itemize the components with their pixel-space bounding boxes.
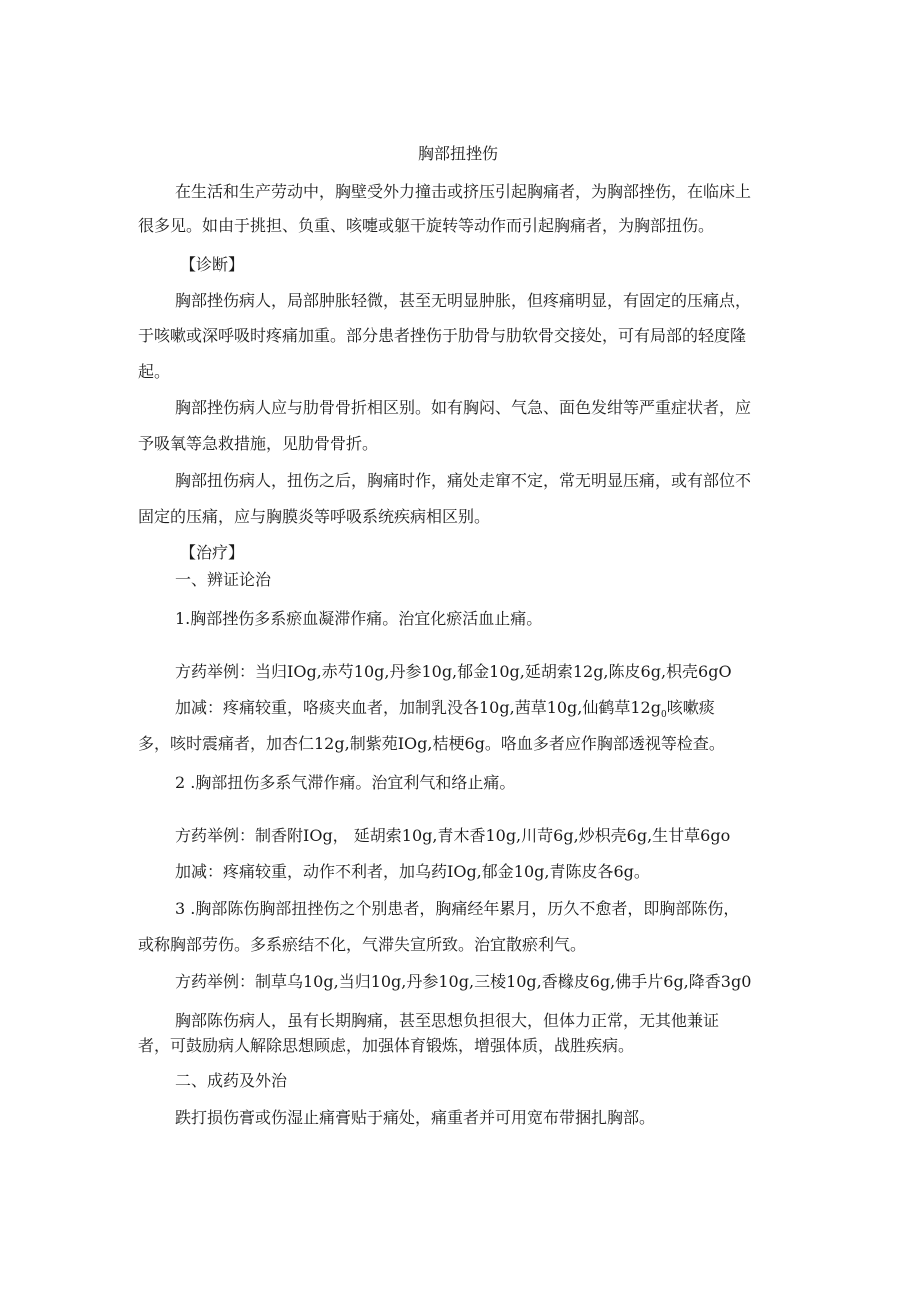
item-3-formula: 方药举例：制草乌10g,当归10g,丹参10g,三棱10g,香橼皮6g,佛手片6g,降香3g0 <box>175 972 752 991</box>
diagnosis-p1-line-2: 于咳嗽或深呼吸时疼痛加重。部分患者挫伤于肋骨与肋软骨交接处，可有局部的轻度隆 <box>138 326 747 345</box>
item-2-formula: 方药举例：制香附IOg， 延胡索10g,青木香10g,川苛6g,炒枳壳6g,生甘草6go <box>175 826 731 845</box>
item-2-modification: 加减：疼痛较重，动作不利者，加乌药IOg,郁金10g,青陈皮各6g。 <box>175 862 650 881</box>
item-3-note-line-2: 者，可鼓励病人解除思想顾虑，加强体育锻炼，增强体质，战胜疾病。 <box>138 1036 635 1055</box>
item-3-note-line-1: 胸部陈伤病人，虽有长期胸痛，甚至思想负担很大，但体力正常，无其他兼证 <box>175 1011 720 1030</box>
item-1-modification-line-2: 多，咳时震痛者，加杏仁12g,制紫苑IOg,桔梗6g。咯血多者应作胸部透视等检查。 <box>138 734 725 753</box>
item-2-title: 2 .胸部扭伤多系气滞作痛。治宜利气和络止痛。 <box>175 773 516 792</box>
item-1-title: 1.胸部挫伤多系瘀血凝滞作痛。治宜化瘀活血止痛。 <box>175 609 543 628</box>
external-treatment: 跌打损伤膏或伤湿止痛膏贴于痛处，痛重者并可用宽布带捆扎胸部。 <box>175 1108 656 1127</box>
diagnosis-p2-line-1: 胸部挫伤病人应与肋骨骨折相区别。如有胸闷、气急、面色发绀等严重症状者，应 <box>175 398 752 417</box>
diagnosis-p3-line-1: 胸部扭伤病人，扭伤之后，胸痛时作，痛处走窜不定，常无明显压痛，或有部位不 <box>175 471 752 490</box>
diagnosis-p3-line-2: 固定的压痛，应与胸膜炎等呼吸系统疾病相区别。 <box>138 507 491 526</box>
item-3-line-2: 或称胸部劳伤。多系瘀结不化，气滞失宣所致。治宜散瘀利气。 <box>138 935 587 954</box>
treatment-heading: 【治疗】 <box>180 543 245 562</box>
intro-line-1: 在生活和生产劳动中，胸壁受外力撞击或挤压引起胸痛者，为胸部挫伤，在临床上 <box>175 182 752 201</box>
item-1-mod-text-a: 加减：疼痛较重，咯痰夹血者，加制乳没各10g,茜草10g,仙鹤草12g <box>175 698 661 717</box>
item-1-modification-line-1 <box>175 698 715 721</box>
item-1-formula: 方药举例：当归IOg,赤芍10g,丹参10g,郁金10g,延胡索12g,陈皮6g,枳壳6gO <box>175 662 732 681</box>
diagnosis-p1-line-3: 起。 <box>138 362 171 381</box>
diagnosis-p1-line-1: 胸部挫伤病人，局部肿胀轻微，甚至无明显肿胀，但疼痛明显，有固定的压痛点， <box>175 291 752 310</box>
page-title: 胸部扭挫伤 <box>418 144 499 163</box>
item-1-mod-subscript: 0 <box>660 710 667 721</box>
intro-line-2: 很多见。如由于挑担、负重、咳嚏或躯干旋转等动作而引起胸痛者，为胸部扭伤。 <box>138 216 715 235</box>
item-1-mod-text-b: 咳嗽痰 <box>666 698 715 717</box>
section-1-heading: 一、辨证论治 <box>175 570 272 589</box>
diagnosis-heading: 【诊断】 <box>180 255 245 274</box>
section-2-heading: 二、成药及外治 <box>175 1071 288 1090</box>
diagnosis-p2-line-2: 予吸氧等急救措施，见肋骨骨折。 <box>138 434 379 453</box>
item-3-line-1: 3 .胸部陈伤胸部扭挫伤之个别患者，胸痛经年累月，历久不愈者，即胸部陈伤， <box>175 899 740 918</box>
